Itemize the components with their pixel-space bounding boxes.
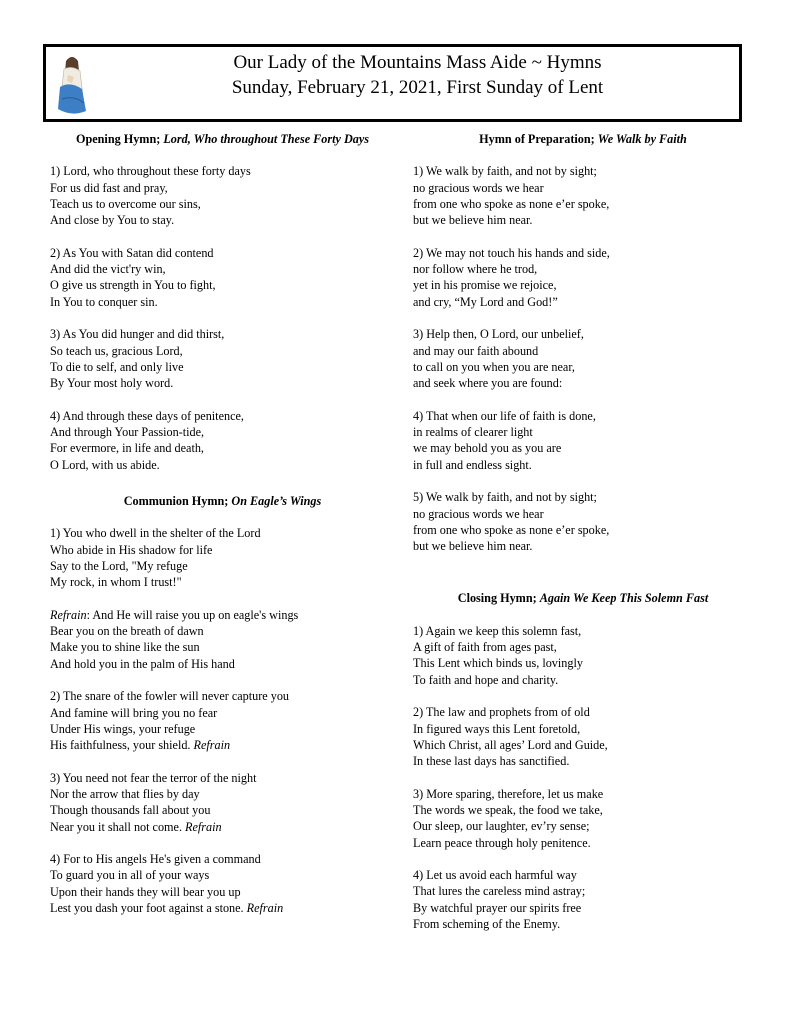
verse-line-with-refrain [50, 900, 395, 916]
preparation-verse-1 [413, 163, 753, 228]
verse-line: 4) That when our life of faith is done, [413, 408, 596, 423]
verse-line: 4) And through these days of penitence, [50, 408, 244, 423]
opening-hymn-heading [50, 131, 395, 147]
verse-line: That lures the careless mind astray; [413, 884, 586, 899]
verse-line: but we believe him near. [413, 213, 533, 228]
verse-line: 3) More sparing, therefore, let us make [413, 786, 604, 801]
verse-line: Say to the Lord, "My refuge [50, 558, 188, 573]
verse-line: By watchful prayer our spirits free [413, 900, 582, 915]
verse-text: Near you it shall not come. [50, 819, 186, 834]
verse-line: 1) We walk by faith, and not by sight; [413, 164, 597, 179]
verse-line: 3) As You did hunger and did thirst, [50, 327, 225, 342]
verse-line: no gracious words we hear [413, 506, 544, 521]
communion-hymn-label: Communion Hymn; [123, 493, 229, 508]
verse-line: And hold you in the palm of His hand [50, 656, 235, 671]
verse-line: This Lent which binds us, lovingly [413, 656, 583, 671]
closing-hymn-heading [413, 590, 753, 606]
verse-line: A gift of faith from ages past, [413, 640, 557, 655]
verse-text: Lest you dash your foot against a stone. [50, 901, 247, 916]
header-title-line1: Our Lady of the Mountains Mass Aide ~ Hymns [233, 52, 602, 73]
verse-line: Which Christ, all ages’ Lord and Guide, [413, 737, 608, 752]
verse-line: From scheming of the Enemy. [413, 917, 561, 932]
verse-line: For evermore, in life and death, [50, 441, 204, 456]
verse-line: And did the vict'ry win, [50, 262, 166, 277]
refrain-first-line [50, 607, 395, 623]
verse-line: no gracious words we hear [413, 180, 544, 195]
verse-line: By Your most holy word. [50, 376, 174, 391]
verse-line: in full and endless sight. [413, 457, 532, 472]
madonna-logo-icon [52, 53, 92, 117]
verse-line: 2) As You with Satan did contend [50, 245, 214, 260]
refrain-first-text: : And He will raise you up on eagle's wings [86, 607, 299, 622]
refrain-label: Refrain [50, 607, 87, 622]
communion-refrain [50, 607, 395, 672]
closing-verse-1 [413, 623, 753, 688]
closing-verse-3 [413, 786, 753, 851]
verse-line: to call on you when you are near, [413, 359, 575, 374]
opening-hymn-title: Lord, Who throughout These Forty Days [163, 132, 370, 146]
verse-line: from one who spoke as none e’er spoke, [413, 196, 610, 211]
verse-line: And through Your Passion-tide, [50, 425, 205, 440]
verse-line: To guard you in all of your ways [50, 868, 210, 883]
verse-line: Under His wings, your refuge [50, 721, 196, 736]
verse-line: Learn peace through holy penitence. [413, 835, 591, 850]
preparation-verse-4 [413, 408, 753, 473]
opening-hymn-label: Opening Hymn; [75, 132, 161, 146]
verse-line: O give us strength in You to fight, [50, 278, 216, 293]
verse-line: 1) Again we keep this solemn fast, [413, 623, 582, 638]
verse-line: To die to self, and only live [50, 359, 184, 374]
verse-line: 4) Let us avoid each harmful way [413, 868, 577, 883]
page-header [43, 44, 742, 122]
verse-line: Teach us to overcome our sins, [50, 196, 201, 211]
communion-verse-3 [50, 770, 395, 835]
header-title-line2: Sunday, February 21, 2021, First Sunday of Lent [231, 77, 604, 98]
verse-line: And famine will bring you no fear [50, 705, 218, 720]
verse-line: For us did fast and pray, [50, 180, 168, 195]
opening-verse-4 [50, 408, 395, 473]
refrain-word: Refrain [185, 819, 222, 834]
verse-line: yet in his promise we rejoice, [413, 278, 557, 293]
refrain-word: Refrain [193, 738, 231, 753]
verse-line: Though thousands fall about you [50, 803, 211, 818]
opening-verse-2 [50, 245, 395, 310]
closing-verse-4 [413, 867, 753, 932]
verse-line: The words we speak, the food we take, [413, 802, 603, 817]
communion-hymn-title: On Eagle’s Wings [231, 493, 322, 508]
verse-line: O Lord, with us abide. [50, 457, 160, 472]
verse-line: but we believe him near. [413, 539, 533, 554]
verse-line: in realms of clearer light [413, 425, 533, 440]
verse-line-with-refrain [50, 819, 395, 835]
preparation-hymn-label: Hymn of Preparation; [479, 132, 595, 146]
refrain-word: Refrain [246, 901, 284, 916]
verse-line: In figured ways this Lent foretold, [413, 721, 581, 736]
verse-line: Make you to shine like the sun [50, 640, 200, 655]
opening-verse-3 [50, 326, 395, 391]
preparation-verse-5 [413, 489, 753, 554]
closing-hymn-label: Closing Hymn; [457, 591, 537, 606]
verse-line: 3) Help then, O Lord, our unbelief, [413, 327, 584, 342]
verse-text: His faithfulness, your shield. [50, 738, 194, 753]
right-column [413, 131, 753, 932]
opening-verse-1 [50, 163, 395, 228]
verse-line: Upon their hands they will bear you up [50, 884, 241, 899]
verse-line: To faith and hope and charity. [413, 672, 559, 687]
verse-line: So teach us, gracious Lord, [50, 343, 183, 358]
left-column [50, 131, 395, 916]
communion-verse-2 [50, 688, 395, 753]
closing-hymn-title: Again We Keep This Solemn Fast [539, 591, 709, 606]
verse-line: My rock, in whom I trust!" [50, 575, 182, 590]
verse-line: and may our faith abound [413, 343, 539, 358]
verse-line: 2) The law and prophets from of old [413, 705, 590, 720]
verse-line: Our sleep, our laughter, ev’ry sense; [413, 819, 590, 834]
verse-line: In these last days has sanctified. [413, 754, 570, 769]
verse-line: Bear you on the breath of dawn [50, 624, 204, 639]
verse-line: and seek where you are found: [413, 376, 563, 391]
preparation-verse-2 [413, 245, 753, 310]
verse-line: Who abide in His shadow for life [50, 542, 213, 557]
verse-line: and cry, “My Lord and God!” [413, 294, 558, 309]
verse-line: 5) We walk by faith, and not by sight; [413, 490, 597, 505]
preparation-verse-3 [413, 326, 753, 391]
verse-line: 2) The snare of the fowler will never capture you [50, 689, 290, 704]
verse-line: from one who spoke as none e’er spoke, [413, 522, 610, 537]
preparation-hymn-heading [413, 131, 753, 147]
preparation-hymn-title: We Walk by Faith [597, 132, 687, 146]
verse-line: 3) You need not fear the terror of the night [50, 770, 257, 785]
verse-line: Nor the arrow that flies by day [50, 786, 200, 801]
communion-hymn-heading [50, 493, 395, 509]
verse-line: 2) We may not touch his hands and side, [413, 245, 610, 260]
closing-verse-2 [413, 704, 753, 769]
verse-line: And close by You to stay. [50, 213, 175, 228]
communion-verse-1 [50, 525, 395, 590]
communion-verse-4 [50, 851, 395, 916]
verse-line: In You to conquer sin. [50, 294, 158, 309]
verse-line: 1) You who dwell in the shelter of the Lord [50, 526, 261, 541]
verse-line: 4) For to His angels He's given a command [50, 852, 261, 867]
verse-line: nor follow where he trod, [413, 262, 538, 277]
verse-line: we may behold you as you are [413, 441, 562, 456]
verse-line-with-refrain [50, 737, 395, 753]
verse-line: 1) Lord, who throughout these forty days [50, 164, 251, 179]
